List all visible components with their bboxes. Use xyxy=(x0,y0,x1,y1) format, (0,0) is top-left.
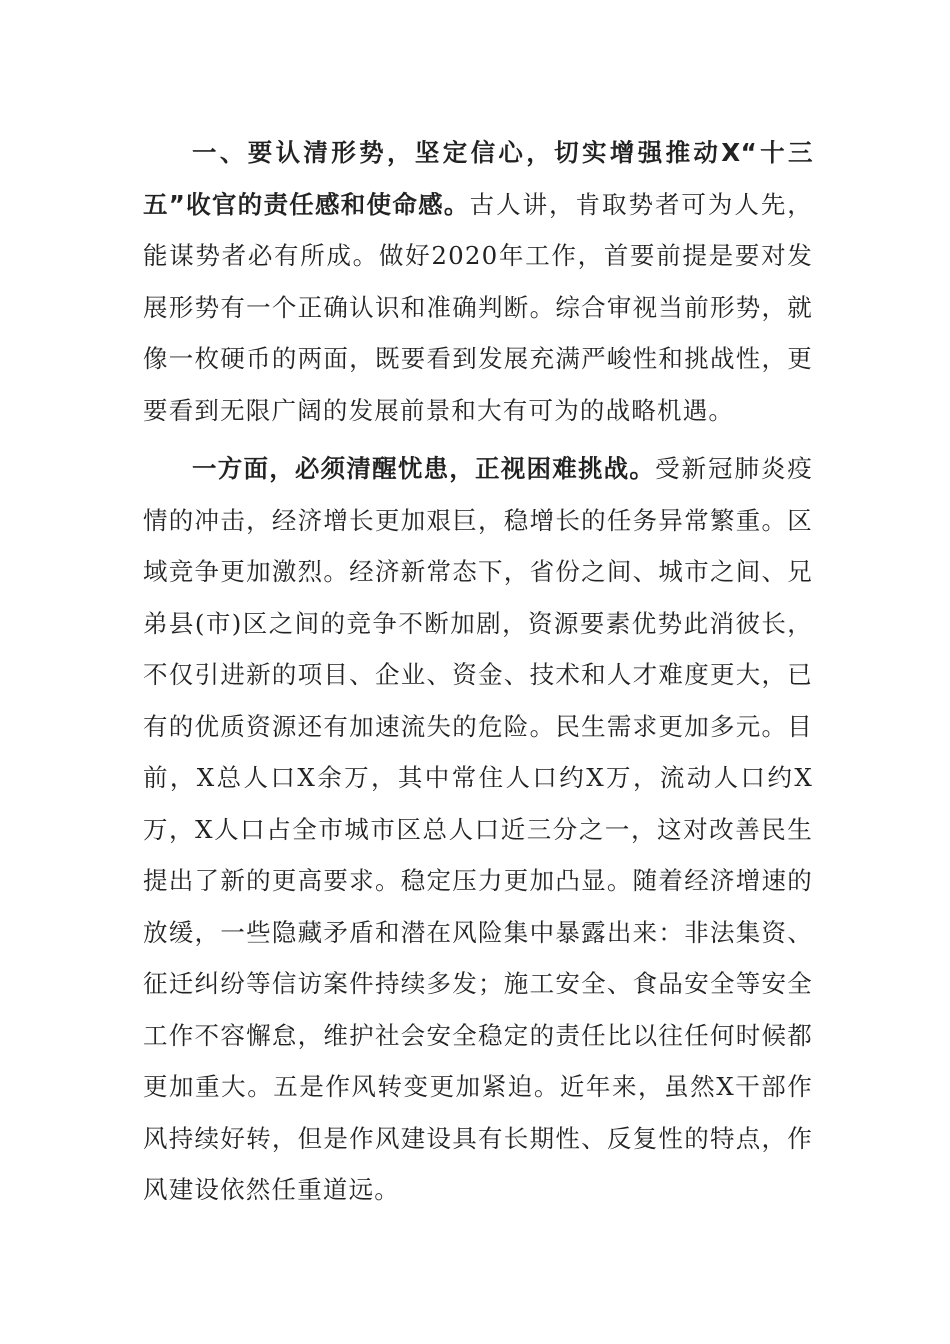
paragraph-text: 受新冠肺炎疫情的冲击，经济增长更加艰巨，稳增长的任务异常繁重。区域竞争更加激烈。经济新常态下，省份之间、城市之间、兄弟县(市)区之间的竞争不断加剧，资源要素优势此消彼长，不仅引进新的项目、企业、资金、技术和人才难度更大，已有的优质资源还有加速流失的危险。民生需求更加多元。目前，X总人口X余万，其中常住人口约X万，流动人口约X万，X人口占全市城市区总人口近三分之一，这对改善民生提出了新的更高要求。稳定压力更加凸显。随着经济增速的放缓，一些隐藏矛盾和潜在风险集中暴露出来：非法集资、征迁纠纷等信访案件持续多发；施工安全、食品安全等安全工作不容懈怠，维护社会安全稳定的责任比以往任何时候都更加重大。五是作风转变更加紧迫。近年来，虽然X干部作风持续好转，但是作风建设具有长期性、反复性的特点，作风建设依然任重道远。 xyxy=(143,454,814,1204)
document-body xyxy=(143,127,813,1216)
subsection-heading-challenges: 一方面，必须清醒忧患，正视困难挑战。 xyxy=(192,454,656,483)
section-heading-one: 一、要认清形势，坚定信心，切实增强推动X“十三五”收官的责任感和使命感。 xyxy=(143,138,813,219)
paragraph-situation xyxy=(143,127,813,436)
paragraph-text: 古人讲，肯取势者可为人先，能谋势者必有所成。做好2020年工作，首要前提是要对发展形势有一个正确认识和准确判断。综合审视当前形势，就像一枚硬币的两面，既要看到发展充满严峻性和挑战性，更要看到无限广阔的发展前景和大有可为的战略机遇。 xyxy=(143,189,813,425)
paragraph-challenges xyxy=(143,443,813,1216)
